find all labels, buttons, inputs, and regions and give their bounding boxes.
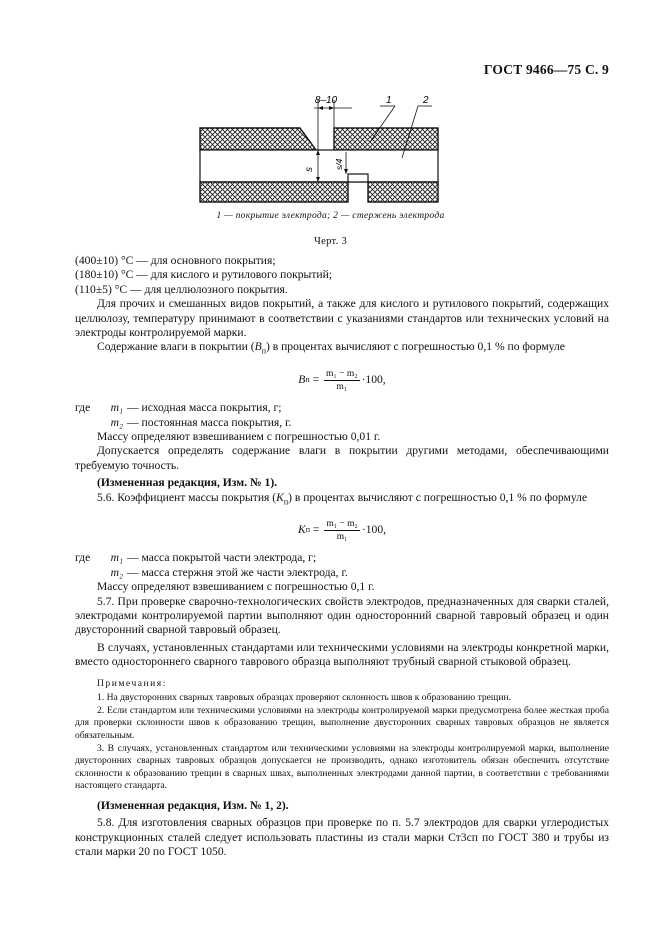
coating-bottom-left [200,182,348,202]
paragraph-5-6: 5.6. Коэффициент массы покрытия $(K_п)$ в процентах вычисляют с погрешностью 0,1 % по формуле [97,490,588,506]
paragraph-tube-sample: В случаях, установленных стандартами или техническими условиями на электроды конкретной марки, вместо одностороннего сварного таврового образца выполняют трубный сварной стыковой образец. [75,640,609,669]
coating-top-left [200,128,316,150]
note-2: 2. Если стандартом или техническими условиями на электроды контролируемой марки предусмотрена более жесткая проба для проверки склонности швов к образованию трещин, выполнение двусторонних сварных тавровых образцов не является обязательным. [75,704,609,741]
temp-line-3: (110±5) °С — для целлюлозного покрытия. [75,282,288,296]
temp-line-1: (400±10) °С — для основного покрытия; [75,254,276,267]
where-m2-moisture: m₂ — постоянная масса покрытия, г. [110,415,292,429]
paragraph-5-7: 5.7. При проверке сварочно-технологических свойств электродов, предназначенных для сварки сталей, электродами контролируемой партии выполняют один односторонний сварной тавровый образец и один двусторонний сварной тавровый образец. [75,594,609,637]
paragraph-moisture: Содержание влаги в покрытии $(B_п)$ в процентах вычисляют с погрешностью 0,1 % по формуле [97,340,565,356]
paragraph-5-8: 5.8. Для изготовления сварных образцов при проверке по п. 5.7 электродов для сварки углеродистых конструкционных сталей следует использовать пластины из стали марки Ст3сп по ГОСТ 380 и трубы из стали марки 20 по ГОСТ 1050. [75,816,609,859]
where-m1-coating: где m₁ — масса покрытой части электрода, г; [75,551,317,565]
coating-top-right [334,128,438,150]
temp-line-2: (180±10) °С — для кислого и рутилового покрытий; [75,268,333,282]
figure-label: Черт. 3 [314,236,347,247]
callout-2: 2 [423,95,429,106]
note-3: 3. В случаях, установленных стандартом или техническими условиями на электроды контролируемой марки, выполнение двусторонних сварных тавровых образцов допускается не производить, однако изготовитель обязан обеспечить отсутствие склонности к образованию трещин в сварных швах, выполненных электродами данной партии, в соответствии с требованиями настоящего стандарта. [75,742,609,792]
paragraph-other-coatings: Для прочих и смешанных видов покрытий, а также для кислого и рутилового покрытий, содержащих целлюлозу, температуру принимают в соответствии с указаниями стандартов или технических условий на электроды контролируемой марки. [75,297,609,340]
s-label: s [304,167,315,172]
page-header: ГОСТ 9466—75 С. 9 [483,62,609,77]
formula-moisture: B п = $\frac{\text{m₁ − m₂}}{\text{m₁}}$ ·100, [298,368,386,392]
rod-notch [348,174,368,182]
where-m2-coating: m₂ — масса стержня этой же части электрода, г. [110,565,348,579]
paragraph-weighing-01: Массу определяют взвешиванием с погрешностью 0,1 г. [97,580,375,594]
note-1: 1. На двусторонних сварных тавровых образцах проверяют склонность швов к образованию трещин. [97,692,511,704]
notes-block [75,678,609,793]
dim-label: 8–10 [314,95,338,106]
notes-title: Примечания: [97,677,167,689]
figure-caption: 1 — покрытие электрода; 2 — стержень электрода [216,211,445,221]
edit-note-2: (Измененная редакция, Изм. № 1, 2). [97,798,289,812]
callout-1: 1 [386,95,392,106]
coating-bottom-right [368,182,438,202]
s-half-label: s/4 [334,158,344,170]
document-body [75,254,609,860]
formula-coating-mass: K п = $\frac{\text{m₁ − m₂}}{\text{m₁}}$ ·100, [297,518,387,542]
paragraph-weighing-001: Массу определяют взвешиванием с погрешностью 0,01 г. [97,429,381,443]
electrode-drawing [190,92,450,204]
edit-note-1: (Измененная редакция, Изм. № 1). [97,476,278,490]
paragraph-other-methods: Допускается определять содержание влаги в покрытии другими методами, обеспечивающими требуемую точность. [75,444,609,472]
where-m1-moisture: где m₁ — исходная масса покрытия, г; [75,401,282,415]
